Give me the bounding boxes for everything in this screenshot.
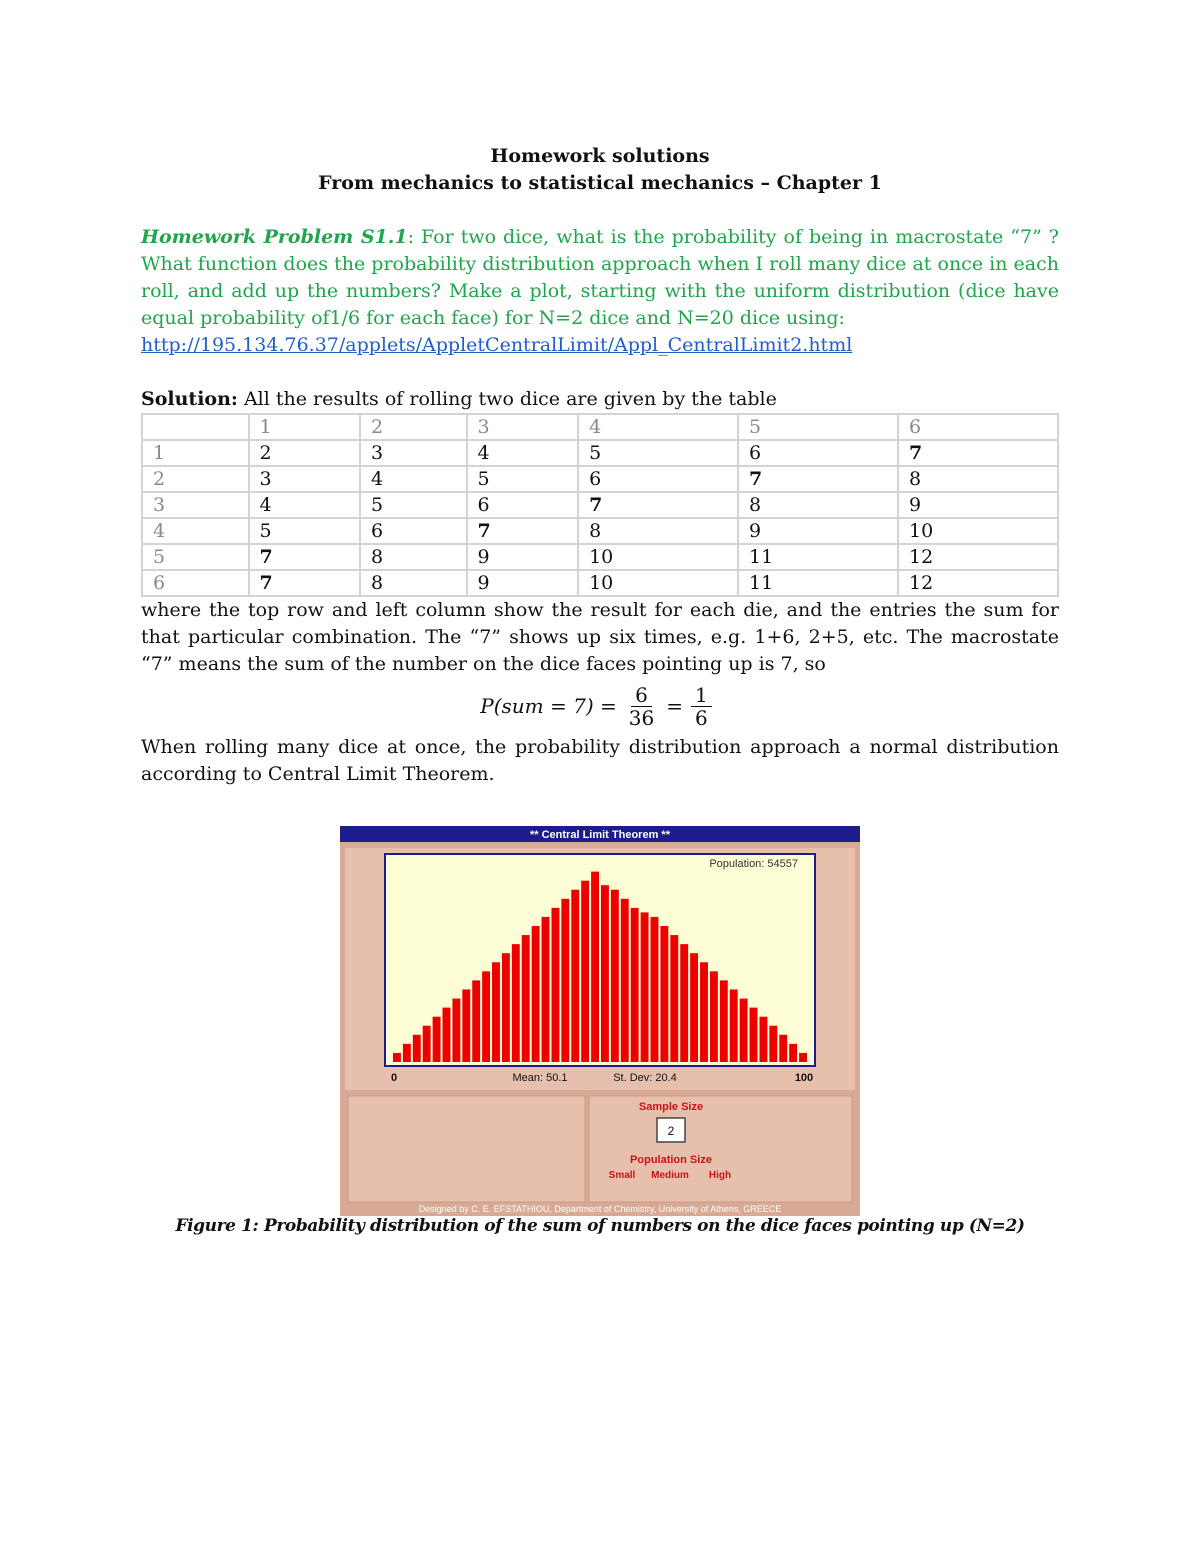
table-cell: 3 (360, 440, 467, 466)
fraction-numerator: 6 (631, 684, 652, 707)
histogram-bar (532, 926, 540, 1062)
histogram-bar (423, 1026, 431, 1062)
table-cell: 5 (578, 440, 738, 466)
table-cell: 11 (738, 544, 898, 570)
histogram-bar (591, 872, 599, 1062)
table-cell: 3 (249, 466, 361, 492)
table-cell: 4 (249, 492, 361, 518)
applet-link[interactable]: http://195.134.76.37/applets/AppletCentralLimit/Appl_CentralLimit2.html (141, 334, 853, 356)
histogram-bar (660, 926, 668, 1062)
histogram-bar (571, 890, 579, 1062)
size-option-medium[interactable]: Medium (651, 1170, 689, 1181)
histogram-bar (759, 1017, 767, 1062)
applet-title: ** Central Limit Theorem ** (530, 829, 670, 841)
histogram-bar (502, 953, 510, 1062)
histogram-bar (720, 980, 728, 1062)
right-control-panel (589, 1096, 852, 1202)
mean-label: Mean: 50.1 (512, 1072, 568, 1084)
histogram-bar (611, 890, 619, 1062)
table-cell (142, 414, 249, 440)
sample-size-label: Sample Size (638, 1101, 704, 1113)
applet-credit: Designed by C. E. EFSTATHIOU, Department of Chemistry, University of Athens, GREECE (418, 1204, 782, 1214)
histogram-bar (403, 1044, 411, 1062)
table-cell: 2 (142, 466, 249, 492)
table-row (142, 544, 1058, 570)
histogram-bar (750, 1008, 758, 1062)
fraction-denominator: 36 (628, 705, 655, 730)
figure-caption: Figure 1: Probability distribution of the sum of numbers on the dice faces pointing up (N=2) (175, 1216, 1025, 1236)
table-cell: 6 (578, 466, 738, 492)
table-cell: 10 (898, 518, 1058, 544)
table-cell: 8 (898, 466, 1058, 492)
histogram-bar (740, 999, 748, 1062)
solution-intro-text: All the results of rolling two dice are given by the table (237, 388, 777, 410)
histogram-bar (482, 971, 490, 1062)
clt-applet-figure (340, 826, 860, 1216)
table-cell: 1 (142, 440, 249, 466)
table-cell: 5 (142, 544, 249, 570)
histogram-bar (779, 1035, 787, 1062)
table-cell: 8 (578, 518, 738, 544)
formula-lhs: P(sum = 7) = (480, 694, 617, 718)
table-header-row (142, 414, 1058, 440)
problem-label: Homework Problem S1.1 (141, 226, 408, 248)
histogram-bar (789, 1044, 797, 1062)
size-option-small[interactable]: Small (608, 1170, 636, 1181)
table-cell: 6 (738, 440, 898, 466)
table-cell: 9 (467, 544, 579, 570)
fraction-6-36 (625, 684, 658, 729)
population-readout: Population: 54557 (709, 858, 798, 870)
size-option-high[interactable]: High (708, 1170, 732, 1181)
problem-text: : For two dice, what is the probability of being in macrostate “7” ? What function does the probability distribution approach when I roll many dice at once in each roll, and add up the numbers? Make a plot, starting with the uniform distribution (dice have equal probability of1/6 for each face) for N=2 dice and N=20 dice using: (141, 226, 1059, 329)
table-cell: 6 (142, 570, 249, 596)
table-cell: 5 (467, 466, 579, 492)
stdev-label: St. Dev: 20.4 (613, 1072, 677, 1084)
table-cell: 4 (360, 466, 467, 492)
conclusion-paragraph: When rolling many dice at once, the probability distribution approach a normal distribution according to Central Limit Theorem. (141, 736, 1059, 785)
table-cell: 10 (578, 544, 738, 570)
table-cell: 6 (467, 492, 579, 518)
table-cell: 2 (360, 414, 467, 440)
histogram-bar (462, 989, 470, 1062)
dice-sum-table (141, 413, 1059, 597)
histogram-bar (492, 962, 500, 1062)
population-size-label: Population Size (630, 1154, 712, 1166)
table-row (142, 466, 1058, 492)
histogram-bar (700, 962, 708, 1062)
table-cell: 4 (142, 518, 249, 544)
table-cell: 8 (738, 492, 898, 518)
fraction-1-6 (691, 684, 712, 729)
table-cell: 4 (467, 440, 579, 466)
table-cell: 2 (249, 440, 361, 466)
histogram-bar (670, 935, 678, 1062)
histogram-bar (621, 899, 629, 1062)
table-row (142, 518, 1058, 544)
table-row (142, 492, 1058, 518)
table-cell: 7 (578, 492, 738, 518)
histogram-bar (769, 1026, 777, 1062)
table-cell: 5 (249, 518, 361, 544)
table-cell: 5 (360, 492, 467, 518)
table-cell: 7 (898, 440, 1058, 466)
histogram-bar (433, 1017, 441, 1062)
table-row (142, 440, 1058, 466)
table-cell: 6 (898, 414, 1058, 440)
table-cell: 12 (898, 570, 1058, 596)
table-cell: 10 (578, 570, 738, 596)
histogram-bar (542, 917, 550, 1062)
x-min-label: 0 (390, 1072, 398, 1084)
table-cell: 9 (467, 570, 579, 596)
formula-equals: = (666, 694, 683, 718)
histogram-bar (581, 881, 589, 1062)
table-cell: 7 (738, 466, 898, 492)
table-cell: 8 (360, 570, 467, 596)
histogram-bar (651, 917, 659, 1062)
table-cell: 12 (898, 544, 1058, 570)
explanation-paragraph: where the top row and left column show the result for each die, and the entries the sum for that particular combination. The “7” shows up six times, e.g. 1+6, 2+5, etc. The macrostate “7” means the sum of the number on the dice faces pointing up is 7, so (141, 599, 1059, 675)
doc-subtitle: From mechanics to statistical mechanics – Chapter 1 (318, 172, 882, 194)
histogram-bar (799, 1053, 807, 1062)
table-cell: 11 (738, 570, 898, 596)
table-cell: 6 (360, 518, 467, 544)
histogram-bar (690, 953, 698, 1062)
histogram-bar (730, 989, 738, 1062)
histogram-bar (680, 944, 688, 1062)
histogram-bar (413, 1035, 421, 1062)
table-cell: 7 (249, 544, 361, 570)
document-page (141, 0, 1059, 788)
table-cell: 3 (142, 492, 249, 518)
solution-intro (141, 386, 1059, 413)
histogram-bar (710, 971, 718, 1062)
clt-applet (340, 826, 860, 1216)
fraction-denominator: 6 (694, 705, 708, 730)
histogram-bar (551, 908, 559, 1062)
fraction-numerator: 1 (691, 684, 712, 707)
table-cell: 7 (467, 518, 579, 544)
table-row (142, 570, 1058, 596)
table-cell: 9 (898, 492, 1058, 518)
histogram-bar (641, 912, 649, 1062)
table-cell: 3 (467, 414, 579, 440)
table-cell: 9 (738, 518, 898, 544)
probability-formula (141, 678, 1059, 734)
table-cell: 5 (738, 414, 898, 440)
left-control-panel (348, 1096, 585, 1202)
table-cell: 7 (249, 570, 361, 596)
histogram-bar (452, 999, 460, 1062)
histogram-bar (631, 908, 639, 1062)
doc-title: Homework solutions (490, 145, 710, 167)
histogram-bar (561, 899, 569, 1062)
histogram-bar (443, 1008, 451, 1062)
histogram-bar (472, 980, 480, 1062)
sample-size-value: 2 (667, 1124, 675, 1138)
problem-statement (141, 224, 1059, 359)
histogram-bar (522, 935, 530, 1062)
solution-label: Solution: (141, 388, 238, 410)
histogram-bar (601, 885, 609, 1062)
x-max-label: 100 (794, 1072, 814, 1084)
histogram-bar (512, 944, 520, 1062)
table-cell: 4 (578, 414, 738, 440)
table-cell: 1 (249, 414, 361, 440)
histogram-bar (393, 1053, 401, 1062)
table-cell: 8 (360, 544, 467, 570)
